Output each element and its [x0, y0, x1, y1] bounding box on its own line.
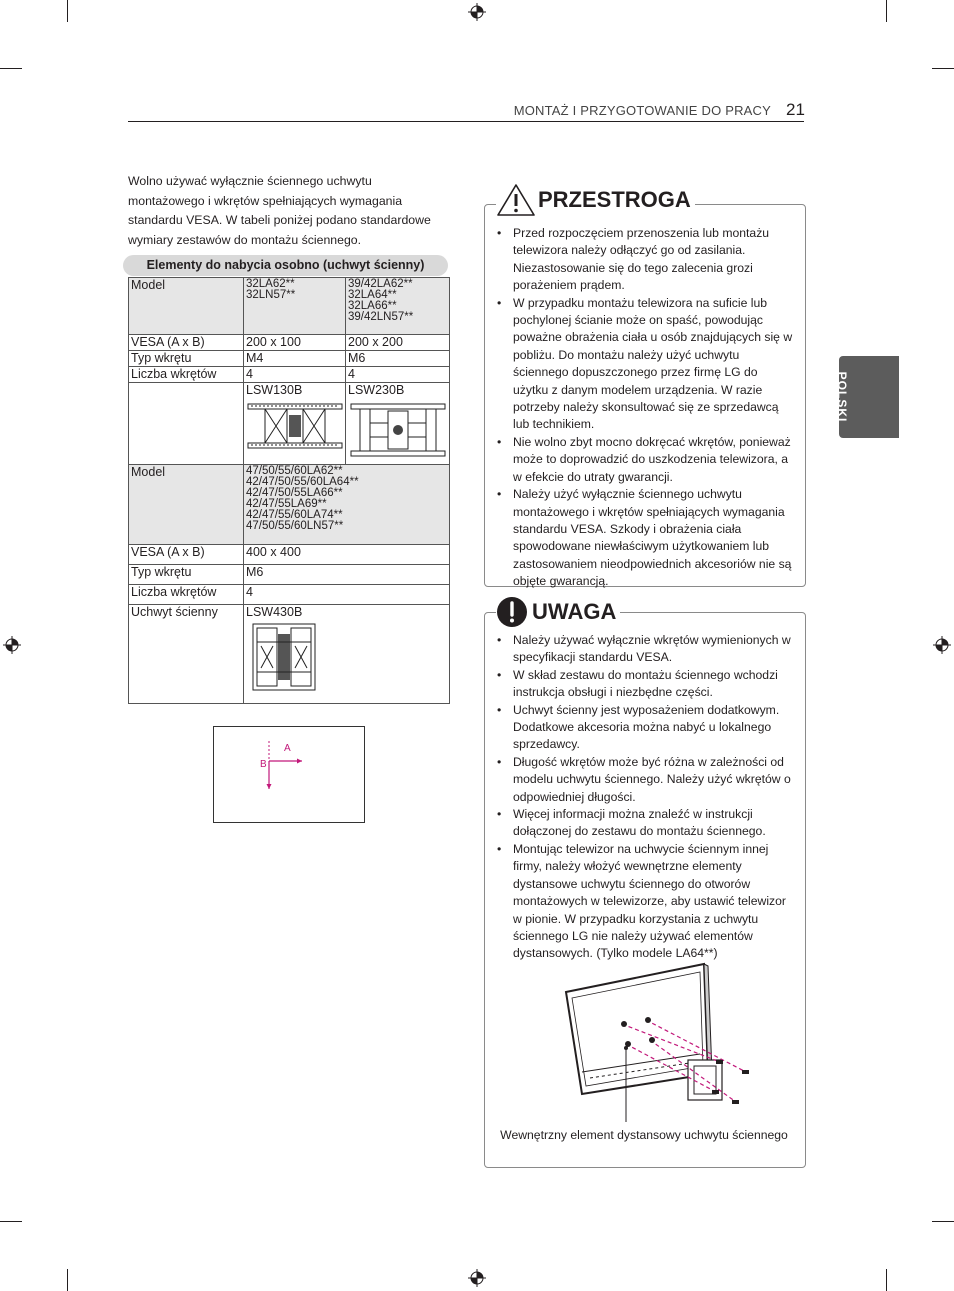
- exclamation-circle-icon: [496, 596, 528, 628]
- figure-caption: Wewnętrzny element dystansowy uchwytu ściennego: [500, 1128, 788, 1142]
- registration-mark-icon: [933, 636, 951, 654]
- language-tab-label: POLSKI: [835, 371, 849, 423]
- table-row: [129, 565, 450, 585]
- model-code: 42/47/55/60LA74**: [246, 509, 343, 521]
- crop-mark: [886, 0, 887, 22]
- screw-label-cell: Typ wkrętu: [129, 565, 244, 585]
- model-code: 47/50/55/60LA62**: [246, 465, 343, 477]
- language-tab: [835, 356, 899, 438]
- vesa-label-b: B: [260, 759, 267, 770]
- tv-spacer-illustration: [560, 962, 770, 1122]
- model-code: 39/42LA62**: [348, 278, 413, 290]
- vesa-label-a: A: [284, 743, 291, 754]
- registration-mark-icon: [468, 1269, 486, 1287]
- vesa-cell: 400 x 400: [244, 545, 450, 565]
- vesa-label-cell: VESA (A x B): [129, 545, 244, 565]
- model-code: 42/47/50/55/60LA64**: [246, 476, 359, 488]
- screw-cell: M4: [244, 351, 346, 367]
- wall-bracket-icon: [350, 401, 446, 459]
- crop-mark: [0, 68, 22, 69]
- model-cell: [346, 278, 450, 335]
- bracket-cell: [244, 605, 450, 704]
- screw-cell: M6: [346, 351, 450, 367]
- crop-mark: [886, 1269, 887, 1291]
- table-row: [129, 605, 450, 704]
- count-label-cell: Liczba wkrętów: [129, 367, 244, 383]
- caution-list: [497, 225, 793, 591]
- vesa-diagram: [213, 726, 365, 823]
- table-row: [129, 585, 450, 605]
- list-item: • Uchwyt ścienny jest wyposażeniem dodatkowym. Dodatkowe akcesoria można nabyć u lokalnego sprzedawcy.: [497, 702, 793, 754]
- model-cell: [244, 278, 346, 335]
- bracket-model: LSW230B: [348, 383, 405, 397]
- model-cell: [244, 465, 450, 545]
- section-title: MONTAŻ I PRZYGOTOWANIE DO PRACY: [513, 103, 771, 118]
- count-cell: 4: [244, 367, 346, 383]
- bracket-label-cell: Uchwyt ścienny: [129, 605, 244, 704]
- crop-mark: [0, 1221, 22, 1222]
- table-row: [129, 278, 450, 335]
- wall-bracket-icon: [247, 401, 343, 451]
- vesa-cell: 200 x 200: [346, 335, 450, 351]
- crop-mark: [67, 0, 68, 22]
- vesa-cell: 200 x 100: [244, 335, 346, 351]
- count-label-cell: Liczba wkrętów: [129, 585, 244, 605]
- wall-mount-spec-table: [128, 277, 450, 704]
- list-item: • Przed rozpoczęciem przenoszenia lub montażu telewizora należy odłączyć go od zasilania. Niezastosowanie się do tego zalecenia grozi porażeniem prądem.: [497, 225, 793, 295]
- caution-header: [496, 182, 695, 218]
- table-row: [129, 465, 450, 545]
- model-code: 32LA64**: [348, 289, 397, 301]
- list-item: • Należy używać wyłącznie wkrętów wymienionych w specyfikacji standardu VESA.: [497, 632, 793, 667]
- table-row: [129, 545, 450, 565]
- list-item: • Nie wolno zbyt mocno dokręcać wkrętów, ponieważ może to doprowadzić do uszkodzenia telewizora, a w efekcie do utraty gwarancji.: [497, 434, 793, 486]
- bracket-cell: [346, 383, 450, 465]
- table-row: [129, 351, 450, 367]
- caution-title: PRZESTROGA: [538, 187, 691, 212]
- empty-cell: [129, 383, 244, 465]
- model-code: 32LA62**: [246, 278, 295, 290]
- count-cell: 4: [244, 585, 450, 605]
- intro-paragraph: Wolno używać wyłącznie ściennego uchwytu montażowego i wkrętów spełniających wymagania standardu VESA. W tabeli poniżej podano standardowe wymiary zestawów do montażu ściennego.: [128, 174, 431, 247]
- bracket-model: LSW130B: [246, 383, 303, 397]
- model-label-cell: Model: [129, 465, 244, 545]
- screw-label-cell: Typ wkrętu: [129, 351, 244, 367]
- model-code: 39/42LN57**: [348, 311, 414, 323]
- crop-mark: [932, 1221, 954, 1222]
- registration-mark-icon: [468, 3, 486, 21]
- note-title: UWAGA: [532, 599, 617, 624]
- list-item: • Montując telewizor na uchwycie ściennym innej firmy, należy włożyć wewnętrzne elementy dystansowe uchwytu ściennego do otworów montażowych w telewizorze, aby ustawić telewizor w pionie. W przypadku korzystania z uchwytu ściennego LG nie należy używać elementów dystansowych. (Tylko modele LA64**): [497, 841, 793, 963]
- bracket-model: LSW430B: [246, 605, 303, 619]
- list-item: • Należy użyć wyłącznie ściennego uchwytu montażowego i wkrętów spełniających wymagania standardu VESA. Szkody i obrażenia ciała spowodowane niewłaściwym użytkowaniem lub zastosowaniem nieodpowiednich akcesoriów nie są objęte gwarancją.: [497, 486, 793, 590]
- list-item: • Więcej informacji można znaleźć w instrukcji dołączonej do zestawu do montażu ściennego.: [497, 806, 793, 841]
- count-cell: 4: [346, 367, 450, 383]
- list-item: • W przypadku montażu telewizora na suficie lub pochylonej ścianie może on spaść, powodując poważne obrażenia ciała u osób znajdujących się w pobliżu. Do montażu należy użyć uchwytu ściennego dopuszczonego przez firmę LG do użytku z danym modelem urządzenia. W razie potrzeby należy skonsultować się ze sprzedawcą lub technikiem.: [497, 295, 793, 434]
- screw-cell: M6: [244, 565, 450, 585]
- header-rule: [128, 121, 804, 122]
- model-code: 32LA66**: [348, 300, 397, 312]
- list-item: • Długość wkrętów może być różna w zależności od modelu uchwytu ściennego. Należy użyć wkrętów o odpowiedniej długości.: [497, 754, 793, 806]
- model-code: 42/47/50/55LA66**: [246, 487, 343, 499]
- crop-mark: [67, 1269, 68, 1291]
- warning-triangle-icon: [496, 183, 536, 217]
- model-code: 42/47/55LA69**: [246, 498, 327, 510]
- table-row: [129, 367, 450, 383]
- table-row: [129, 335, 450, 351]
- note-header: [496, 595, 620, 629]
- table-heading: Elementy do nabycia osobno (uchwyt ścienny): [123, 255, 448, 276]
- crop-mark: [932, 68, 954, 69]
- wall-bracket-icon: [251, 622, 317, 692]
- model-label-cell: Model: [129, 278, 244, 335]
- vesa-arrows-icon: [214, 727, 364, 822]
- bracket-cell: [244, 383, 346, 465]
- table-row: [129, 383, 450, 465]
- list-item: • W skład zestawu do montażu ściennego wchodzi instrukcja obsługi i niezbędne części.: [497, 667, 793, 702]
- model-code: 32LN57**: [246, 289, 296, 301]
- registration-mark-icon: [3, 636, 21, 654]
- vesa-label-cell: VESA (A x B): [129, 335, 244, 351]
- model-code: 47/50/55/60LN57**: [246, 520, 344, 532]
- page-number: 21: [786, 100, 805, 119]
- note-list: [497, 632, 793, 963]
